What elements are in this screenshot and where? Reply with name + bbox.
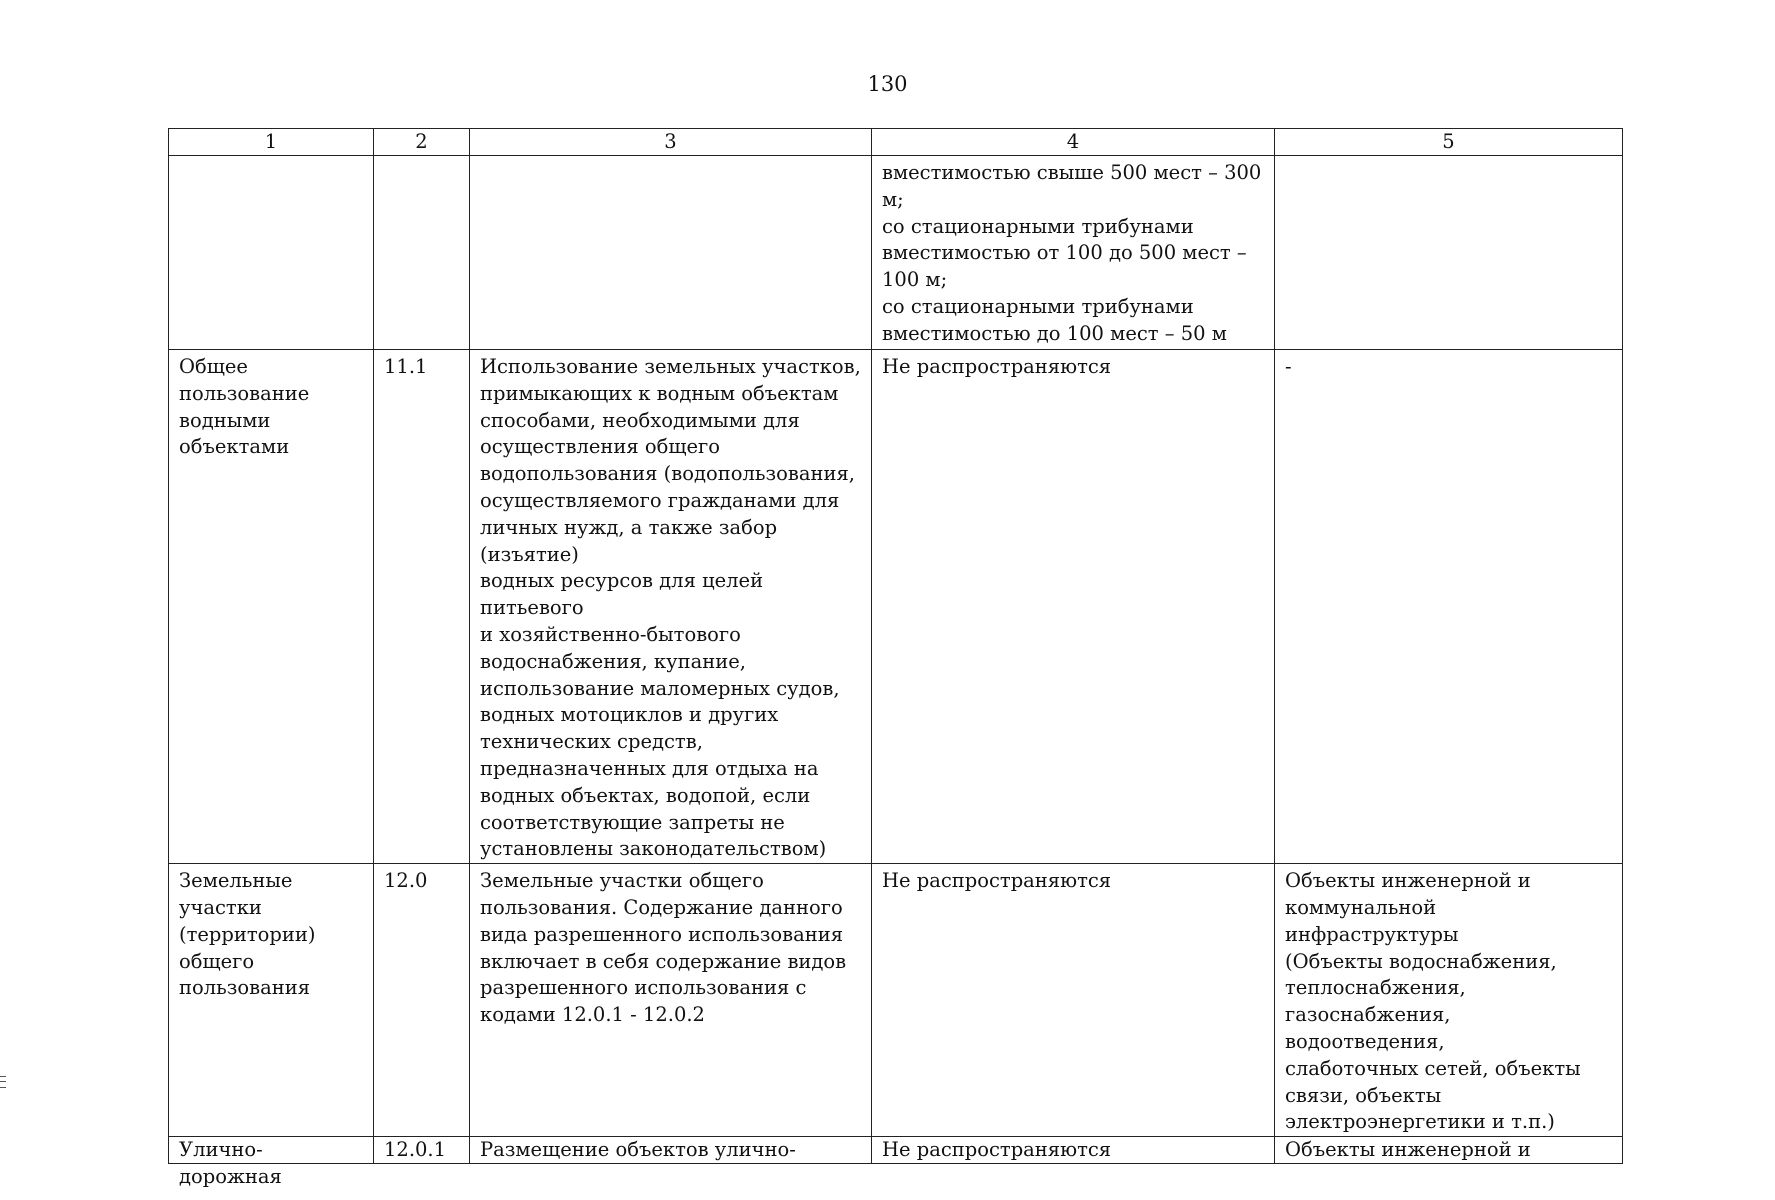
cell-text: Земельные участки общего пользования. Содержание данного вида разрешенного использования включает в себя содержание видов разрешенного использования с кодами 12.0.1 - 12.0.2 (480, 869, 847, 1027)
cell-code (374, 156, 470, 350)
cell-text: 12.0.1 (384, 1138, 447, 1162)
cell-text: Общее пользование водными объектами (179, 355, 310, 459)
table-row-continuation (169, 156, 1623, 350)
scan-edge-mark (0, 1076, 6, 1088)
cell-code (374, 864, 470, 1137)
cell-use-type (169, 350, 374, 864)
cell-use-type (169, 156, 374, 350)
cell-use-type (169, 1137, 374, 1188)
cell-text: Использование земельных участков, примыкающих к водным объектам способами, необходимыми для осуществления общего водопользования (водопользования, осуществляемого гражданами для личных нужд, а также забор (изъятие) водных ресурсов для целей питьевого и хозяйственно-бытового водоснабжения, купание, использование маломерных судов, водных мотоциклов и других технических средств, предназначенных для отдыха на водных объектах, водопой, если соответствующие запреты не установлены законодательством) (480, 355, 861, 861)
cell-related-objects (1275, 350, 1623, 864)
table-row-12-0 (169, 864, 1623, 1137)
column-header-3: 3 (470, 129, 872, 156)
column-header-1: 1 (169, 129, 374, 156)
cell-text: Не распространяются (882, 1138, 1112, 1162)
cell-text: Объекты инженерной и (1285, 1138, 1531, 1162)
table-row-12-0-1 (169, 1137, 1623, 1164)
cell-related-objects (1275, 1137, 1623, 1164)
cell-description (470, 864, 872, 1137)
cell-description (470, 156, 872, 350)
cell-text: - (1285, 355, 1292, 378)
cell-restrictions (872, 864, 1275, 1137)
cell-restrictions (872, 156, 1275, 350)
cell-text: Земельные участки (территории) общего пользования (179, 869, 316, 1000)
column-header-5: 5 (1275, 129, 1623, 156)
cell-restrictions (872, 1137, 1275, 1164)
cell-code (374, 1137, 470, 1164)
page-number: 130 (867, 72, 908, 96)
cell-text: Не распространяются (882, 869, 1112, 893)
column-header-2: 2 (374, 129, 470, 156)
cell-restrictions (872, 350, 1275, 864)
cell-text: вместимостью свыше 500 мест – 300 м; со стационарными трибунами вместимостью от 100 до 500 мест – 100 м; со стационарными трибунами вместимостью до 100 мест – 50 м (882, 161, 1262, 345)
column-header-4: 4 (872, 129, 1275, 156)
cell-use-type (169, 864, 374, 1137)
cell-related-objects (1275, 864, 1623, 1137)
cell-code (374, 350, 470, 864)
cell-text: Не распространяются (882, 355, 1112, 378)
cell-related-objects (1275, 156, 1623, 350)
cell-text: Размещение объектов улично- (480, 1138, 796, 1162)
table-header-row (169, 129, 1623, 156)
land-use-table (168, 128, 1623, 1188)
cell-text: Объекты инженерной и коммунальной инфраструктуры (Объекты водоснабжения, теплоснабжения, газоснабжения, водоотведения, слаботочных сетей, объекты связи, объекты электроэнергетики и т.п.) (1285, 869, 1581, 1134)
cell-description (470, 350, 872, 864)
cell-text: 12.0 (384, 869, 428, 893)
cell-text: 11.1 (384, 355, 428, 378)
cell-text: Улично-дорожная (179, 1138, 282, 1188)
table-row-11-1 (169, 350, 1623, 864)
cell-description (470, 1137, 872, 1164)
